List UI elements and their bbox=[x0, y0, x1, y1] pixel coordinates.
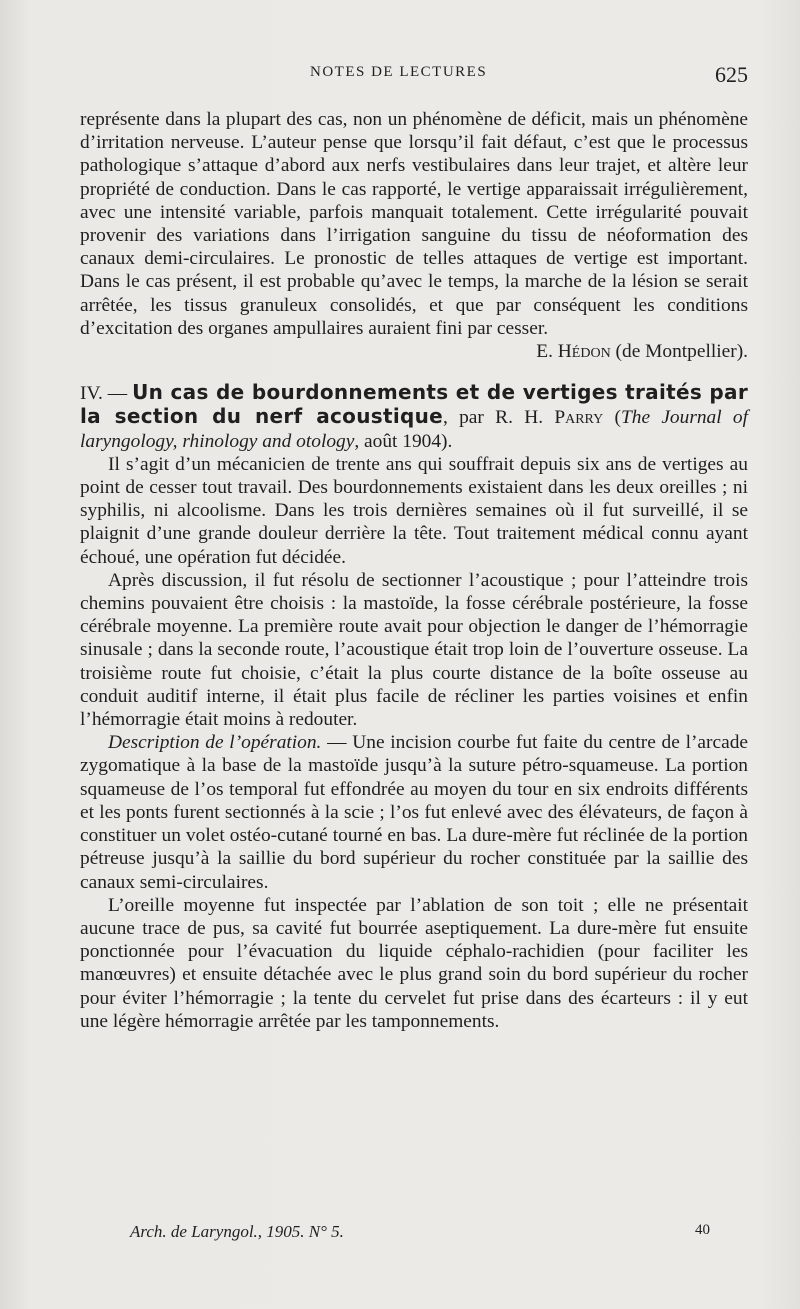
running-title: NOTES DE LECTURES bbox=[310, 64, 488, 80]
description-paragraph bbox=[80, 731, 748, 893]
footer-reference: Arch. de Laryngol., 1905. N° 5. bbox=[130, 1222, 344, 1241]
article-author: Parry bbox=[554, 407, 604, 429]
page-header bbox=[80, 62, 760, 92]
article-title: Un cas de bourdonnements et de vertiges traités par la section du nerf acoustique bbox=[80, 380, 748, 429]
continuation-paragraph: représente dans la plupart des cas, non un phénomène de déficit, mais un phénomène d’irritation nerveuse. L’auteur pense que lorsqu’il fait défaut, c’est que le processus pathologique s’attaque d’abord aux nerfs vestibulaires dans leur trajet, et altère leur propriété de conduction. Dans le cas rapporté, le vertige apparaissait irrégulièrement, avec une intensité variable, parfois manquait totalement. Cette irrégularité pouvait provenir des variations dans l’irrigation sanguine du tissu de néoformation des canaux demi-circulaires. Le pronostic de telles attaques de vertige est important. Dans le cas présent, il est probable qu’avec le temps, la marche de la lésion se serait arrêtée, les tissus granuleux consolidés, et que par conséquent les conditions d’excitation des organes ampullaires auraient fini par cesser. bbox=[80, 109, 748, 339]
page-footer bbox=[130, 1222, 710, 1248]
signature-name: E. Hédon bbox=[536, 341, 611, 363]
article-paragraph: Il s’agit d’un mécanicien de trente ans qui souffrait depuis six ans de vertiges au point de cesser tout travail. Des bourdonnements existaient dans les deux oreilles ; ni syphilis, ni alcoolisme. Dans les trois dernières semaines où il fut surveillé, il se plaignit d’une grande douleur derrière la tête. Tout traitement médical connu ayant échoué, une opération fut décidée. bbox=[80, 453, 748, 568]
page-body bbox=[80, 108, 748, 1033]
article-heading bbox=[80, 381, 748, 453]
signature-place: (de Montpellier). bbox=[610, 341, 748, 363]
page-number: 625 bbox=[715, 62, 748, 87]
article-number: IV. — bbox=[80, 383, 133, 405]
description-label: Description de l’opération. bbox=[108, 732, 322, 754]
article-paragraph: Après discussion, il fut résolu de sectionner l’acoustique ; pour l’atteindre trois chemins pouvaient être choisis : la mastoïde, la fosse cérébrale postérieure, la fosse cérébrale moyenne. La première route avait pour objection le danger de l’hémorragie sinusale ; dans la seconde route, l’acoustique était trop loin de l’ouverture osseuse. La troisième route fut choisie, c’était la plus courte distance de la boîte osseuse au conduit auditif interne, il était plus facile de récliner les parties voisines et enfin l’hémorragie était moins à redouter. bbox=[80, 569, 748, 731]
source-close: , août 1904). bbox=[354, 430, 453, 452]
review-signature bbox=[80, 340, 748, 363]
description-text: — Une incision courbe fut faite du centre de l’arcade zygomatique à la base de la mastoïde jusqu’à la suture pétro-squameuse. La portion squameuse de l’os temporal fut effondrée au moyen du tour en six endroits différents et les ponts furent sectionnés à la scie ; l’os fut enlevé avec des élévateurs, de façon à constituer un volet ostéo-cutané tourné en bas. La dure-mère fut réclinée de la portion pétreuse jusqu’à la saillie du bord supérieur du rocher constituée par la saillie des canaux semi-circulaires. bbox=[80, 732, 748, 893]
source-open: ( bbox=[603, 407, 621, 429]
article-byline: , par R. H. bbox=[443, 407, 555, 429]
signature-number: 40 bbox=[695, 1222, 710, 1238]
article-paragraph: L’oreille moyenne fut inspectée par l’ablation de son toit ; elle ne présentait aucune trace de pus, sa cavité fut bourrée aseptiquement. La dure-mère fut ensuite ponctionnée pour l’évacuation du liquide céphalo-rachidien (pour faciliter les manœuvres) et ensuite détachée avec le plus grand soin du bord supérieur du rocher pour éviter l’hémorragie ; la tente du cervelet fut prise dans des écarteurs : il y eut une légère hémorragie arrêtée par les tamponnements. bbox=[80, 894, 748, 1032]
journal-title: The Journal of laryngology, rhinology and otology bbox=[80, 407, 748, 452]
